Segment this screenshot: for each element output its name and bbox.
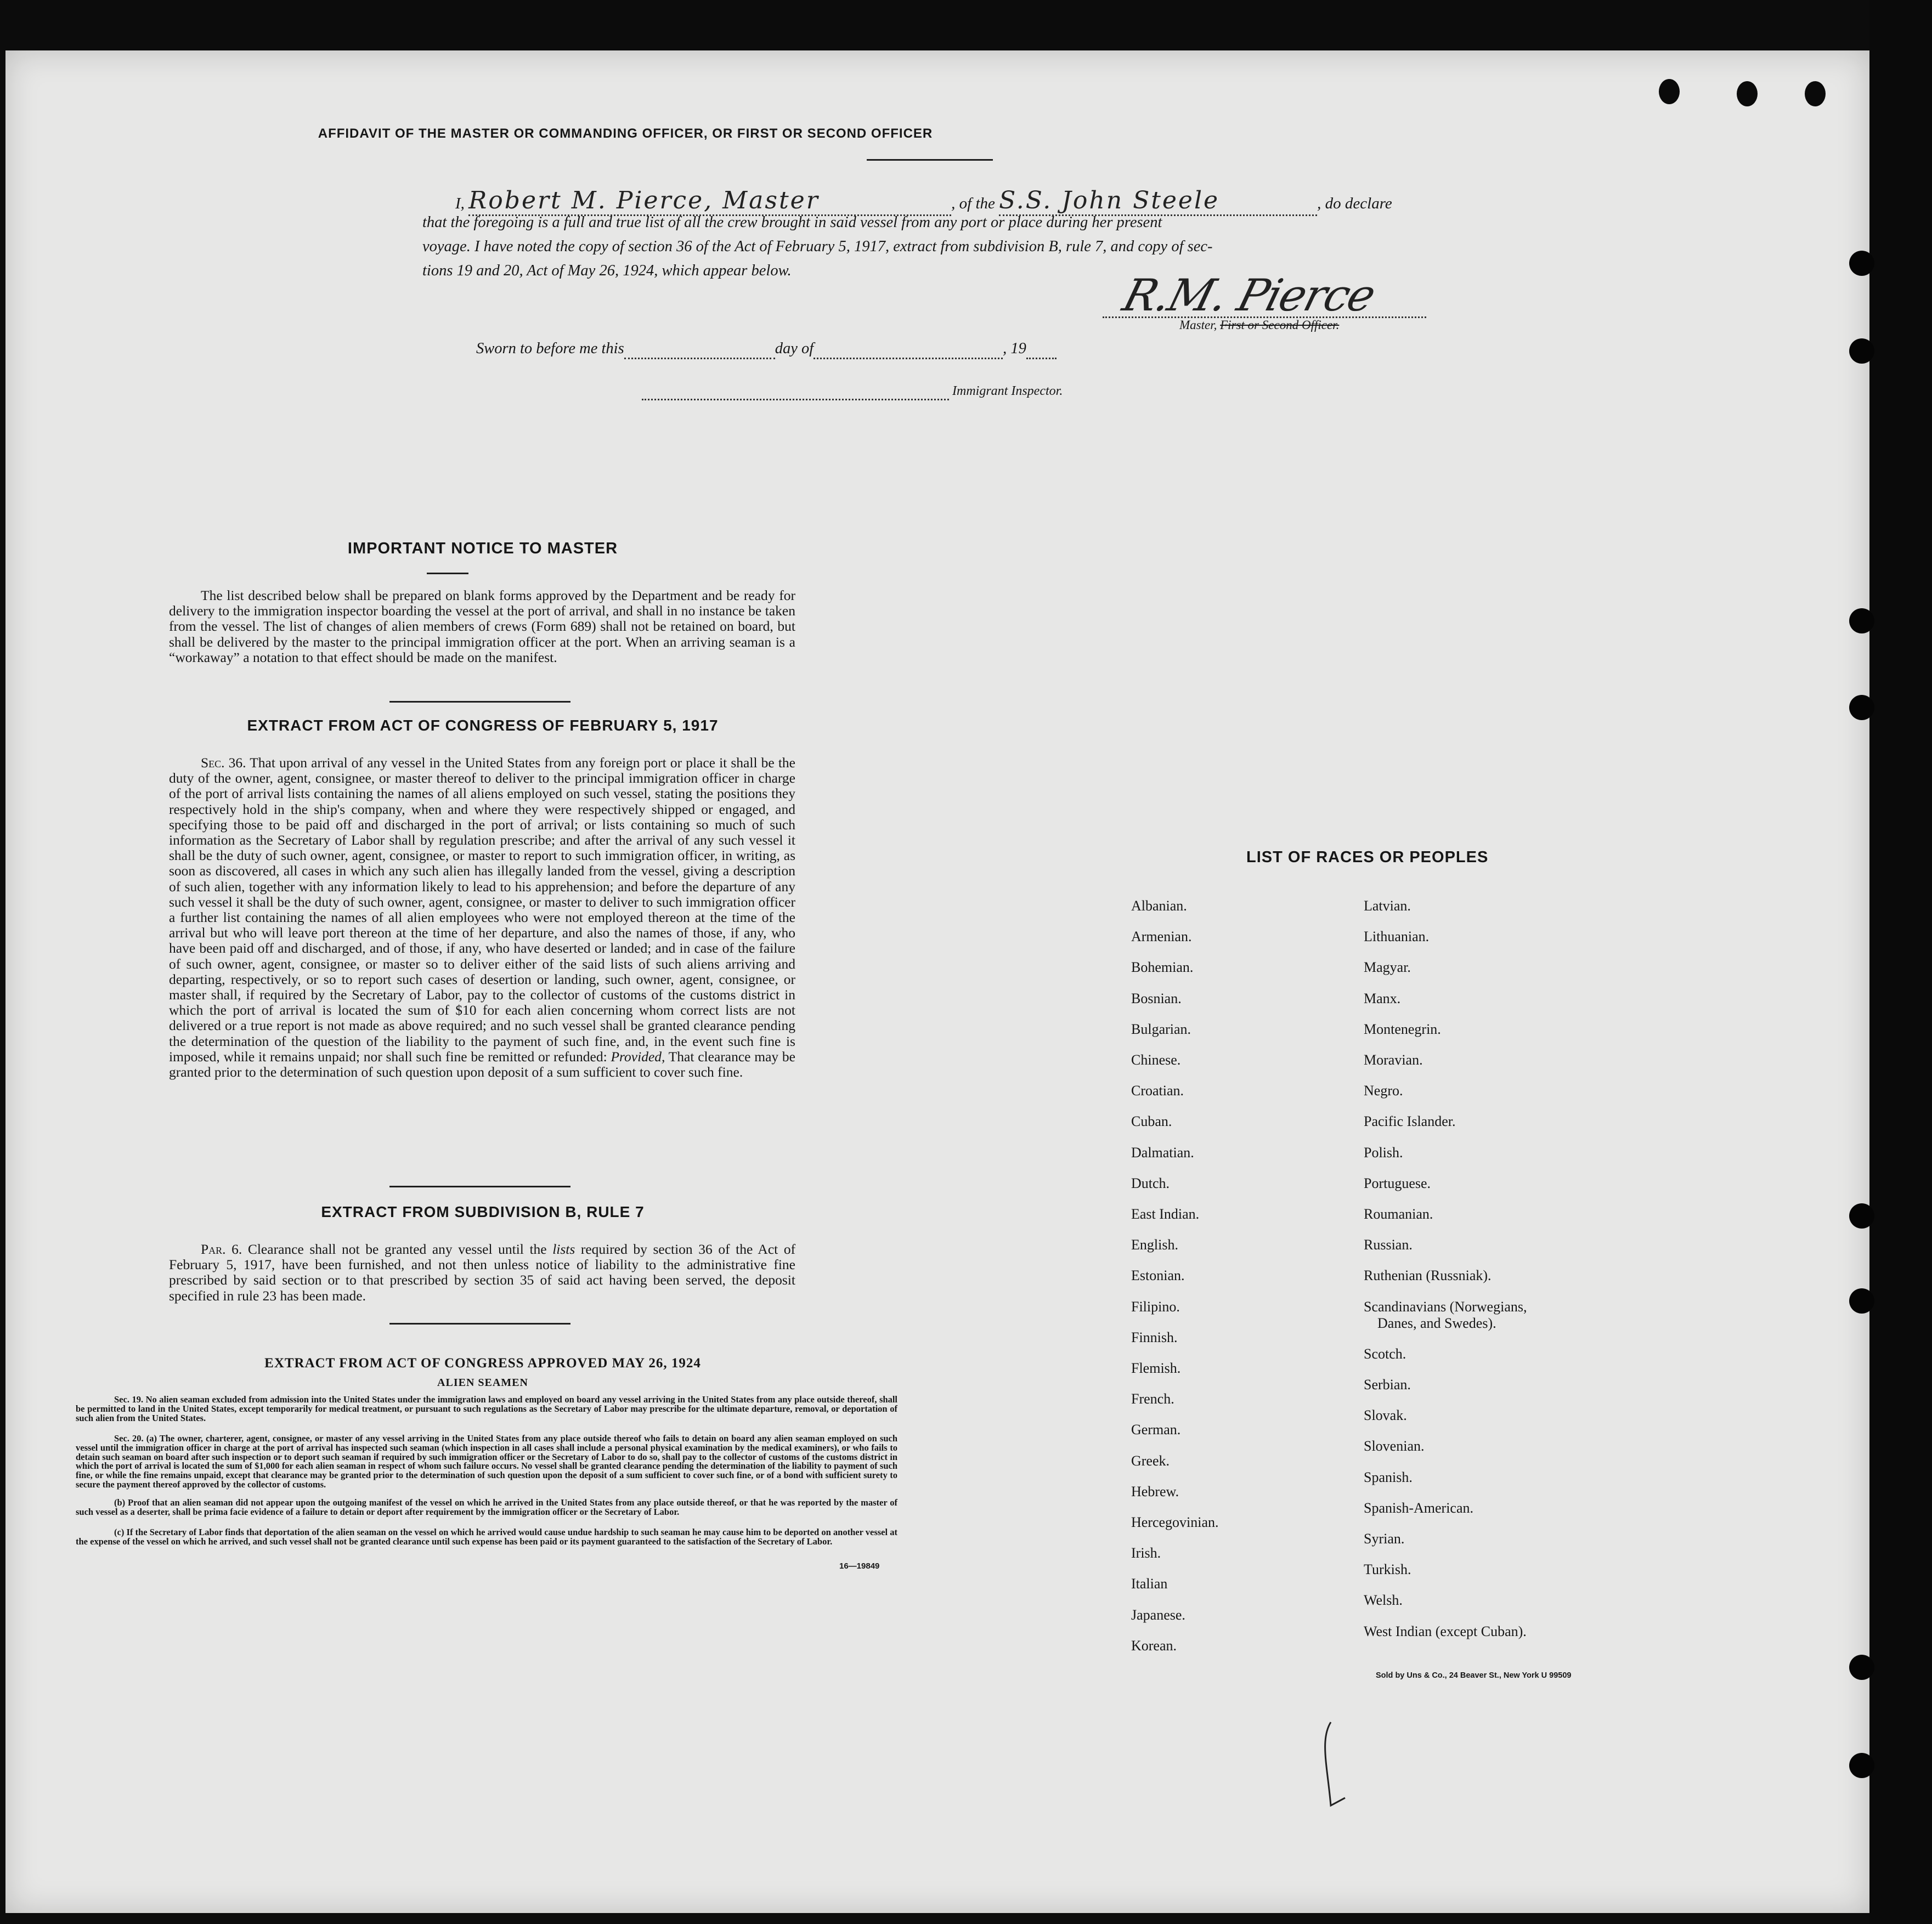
race-item: Irish. [1131,1545,1161,1561]
i-label: I, [455,195,465,212]
sec19-text: No alien seaman excluded from admission into the United States under the immigration laws and employed on board any vessel arriving in the United States from any place outside thereof, shall be permitted to land in the United States, except temporarily for medical treatment, or pursuant to such regulations as the Secretary of Labor may prescribe for the ultimate departure, removal, or deportation of such alien from the United States. [76,1394,897,1423]
rule7-body [169,1242,795,1304]
race-item: Portuguese. [1364,1175,1431,1191]
vessel-name-field[interactable] [999,186,1317,216]
sec36-lead: Sec. 36. [201,755,246,771]
punch-hole [1849,1203,1874,1229]
race-item: Roumanian. [1364,1206,1433,1222]
race-item: Ruthenian (Russniak). [1364,1267,1492,1284]
race-item: Spanish. [1364,1469,1413,1485]
title-rule [867,159,993,161]
race-item: Cuban. [1131,1113,1172,1130]
race-item: Russian. [1364,1237,1413,1253]
master-name-field[interactable] [468,186,951,216]
extract-1917-title: EXTRACT FROM ACT OF CONGRESS OF FEBRUARY 5, 1917 [247,717,719,734]
race-item: West Indian (except Cuban). [1364,1623,1527,1639]
caption-master: Master, [1179,318,1217,332]
sec19-lead: Sec. 19. [114,1394,144,1405]
punch-hole [1849,338,1874,364]
notice-rule [427,573,468,574]
race-item: Scotch. [1364,1345,1406,1362]
race-item: Hebrew. [1131,1483,1179,1499]
rule7-title: EXTRACT FROM SUBDIVISION B, RULE 7 [321,1203,645,1220]
signature-caption [1179,318,1339,332]
race-item: Scandinavians (Norwegians, [1364,1298,1527,1315]
notice-title: IMPORTANT NOTICE TO MASTER [347,540,618,557]
sec20a-body [76,1434,897,1490]
sworn-day-field[interactable] [624,340,775,359]
sworn-month-field[interactable] [814,340,1003,359]
race-item: German. [1131,1422,1181,1438]
punch-hole [1849,1655,1874,1680]
race-item: Slovenian. [1364,1438,1425,1455]
race-item: Syrian. [1364,1531,1405,1547]
race-item: Moravian. [1364,1052,1423,1068]
race-item: Serbian. [1364,1377,1411,1393]
par6-lead: Par. 6. [201,1241,242,1257]
race-item: Spanish-American. [1364,1499,1474,1516]
sec20a-text: (a) The owner, charterer, agent, consignee, or master of any vessel arriving in the United States from any place outside thereof who fails to detain on board any alien seaman employed on such vessel until the immigration officer in charge at the port of arrival has inspected such seaman (which inspection in all cases shall include a personal physical examination by the medical examiners), or who fails to detain such seaman on board after such inspection or to deport such seaman if required by such immigration officer or the Secretary of Labor to do so, shall pay to the collector of customs of the customs district in which the port of arrival is located the sum of $1,000 for each alien seaman in respect of whom such failure occurs. No vessel shall be granted clearance pending the determination of the liability to payment of such fine, or while the fine remains unpaid, except that clearance may be granted prior to the determination of such question upon the deposit of a sum sufficient to cover such fine, or of a bond with sufficient surety to secure the payment thereof approved by the collector of customs. [76,1433,897,1490]
year-label: , 19 [1003,340,1026,357]
affidavit-line1 [455,186,1392,216]
race-item: Manx. [1364,990,1401,1006]
race-item: Albanian. [1131,898,1187,914]
sworn-year-field[interactable] [1026,340,1057,359]
divider-1 [389,701,570,703]
divider-2 [389,1186,570,1187]
notice-text: The list described below shall be prepared on blank forms approved by the Department and be ready for delivery to the immigration inspector boarding the vessel at the port of arrival, and shall in no instance be taken from the vessel. The list of changes of alien members of crews (Form 689) shall not be retained on board, but shall be delivered by the master to the principal immigration officer at the port. When an arriving seaman is a “workaway” a notation to that effect should be made on the manifest. [169,587,795,665]
race-item: Croatian. [1131,1083,1184,1099]
race-item: Bohemian. [1131,959,1194,976]
race-item: East Indian. [1131,1206,1200,1222]
race-item: Bulgarian. [1131,1021,1191,1037]
sec20b-text: (b) Proof that an alien seaman did not appear upon the outgoing manifest of the vessel on which he arrived in the United States from any place outside thereof, or that he was reported by the master of such vessel as a deserter, shall be prima facie evidence of a failure to detain or deport after requirement by the immigration officer or the Secretary of Labor. [76,1497,897,1517]
inspector-line [642,384,1063,400]
race-item: Italian [1131,1576,1168,1592]
race-item: Slovak. [1364,1407,1407,1424]
sworn-label: Sworn to before me this [476,340,624,357]
race-item: Danes, and Swedes). [1377,1315,1496,1331]
sec36-tail: That clearance may be granted prior to the determination of such question upon deposit of a sum sufficient to cover such fine. [169,1048,795,1080]
race-item: Dalmatian. [1131,1144,1194,1161]
punch-hole [1849,1288,1874,1314]
race-item: English. [1131,1237,1178,1253]
race-item: Hercegovinian. [1131,1514,1219,1530]
lists-word: lists [552,1241,575,1257]
race-item: Korean. [1131,1637,1177,1654]
race-item: Filipino. [1131,1298,1180,1315]
sec20b-body [76,1498,897,1517]
punch-hole [1849,608,1874,633]
top-hole [1737,81,1758,106]
sec36-text: That upon arrival of any vessel in the United States from any foreign port or place it shall be the duty of the owner, agent, consignee, or master thereof to deliver to the principal immigration officer in charge of the port of arrival lists containing the names of all aliens employed on such vessel, stating the positions they respectively hold in the ship's company, when and where they were respectively shipped or engaged, and specifying those to be paid off and discharged in the port of arrival; or lists containing so much of such information as the Secretary of Labor shall by regulation prescribe; and after the arrival of any such vessel it shall be the duty of such owner, agent, consignee, or master to report to such immigration officer, in writing, as soon as discovered, all cases in which any such alien has illegally landed from the vessel, giving a description of such alien, together with any information likely to lead to his apprehension; and before the departure of any such vessel it shall be the duty of such owner, agent, consignee, or master to deliver to such immigration officer a further list containing the names of all alien employees who were not employed thereon at the time of the arrival but who will leave port thereon at the time of her departure, and also the names of those, if any, who have been paid off and discharged, and of those, if any, who have deserted or landed; and in case of the failure of such owner, agent, consignee, or master so to deliver either of the said lists of such aliens arriving and departing, respectively, or so to report such cases of desertion or landing, such owner, agent, consignee, or master shall, if required by the Secretary of Labor, pay to the collector of customs of the customs district in which the port of arrival is located the sum of $10 for each alien concerning whom correct lists are not delivered or a true report is not made as above required; and no such vessel shall be granted clearance pending the determination of the question of the liability to the payment of such fine, and, in the event such fine is imposed, while it remains unpaid; nor shall such fine be remitted or refunded: [169,755,795,1065]
punch-hole [1849,1753,1874,1778]
sec20c-body [76,1528,897,1547]
race-item: Dutch. [1131,1175,1170,1191]
race-item: Polish. [1364,1144,1403,1161]
race-item: French. [1131,1391,1174,1407]
affidavit-line4: tions 19 and 20, Act of May 26, 1924, which appear below. [422,262,792,279]
document-sheet [5,50,1869,1913]
provided-word: Provided, [611,1048,665,1065]
race-item: Turkish. [1364,1561,1411,1578]
pencil-mark [1317,1718,1382,1817]
caption-struck: First or Second Officer. [1220,318,1340,332]
master-name-handwritten: Robert M. Pierce, Master [468,186,820,214]
affidavit-line3: voyage. I have noted the copy of section 36 of the Act of February 5, 1917, extract from subdivision B, rule 7, and copy of sec- [422,238,1213,255]
signature: R.M. Pierce [1117,270,1381,321]
race-item: Armenian. [1131,929,1192,945]
affidavit-title: AFFIDAVIT OF THE MASTER OR COMMANDING OFFICER, OR FIRST OR SECOND OFFICER [318,126,933,141]
notice-body [169,588,795,665]
of-the-label: , of the [951,195,995,212]
affidavit-line2: that the foregoing is a full and true list of all the crew brought in said vessel from any port or place during her present [422,214,1162,231]
race-item: Finnish. [1131,1329,1178,1345]
do-declare-label: , do declare [1317,195,1392,212]
race-item: Chinese. [1131,1052,1181,1068]
race-item: Bosnian. [1131,990,1182,1006]
races-title: LIST OF RACES OR PEOPLES [1246,848,1489,866]
race-item: Pacific Islander. [1364,1113,1456,1130]
punch-hole [1849,695,1874,720]
top-hole [1805,81,1826,106]
race-item: Negro. [1364,1083,1403,1099]
extract-1917-body [169,755,795,1080]
inspector-signature-field[interactable] [642,384,949,400]
par6-text-b: required by section 36 of the Act of February 5, 1917, have been furnished, and not then unless notice of liability to the administrative fine prescribed by said section or to that prescribed by section 35 of said act having been served, the deposit specified in rule 23 has been made. [169,1241,796,1304]
form-number: 16—19849 [839,1561,880,1571]
sec20-lead: Sec. 20. [114,1433,144,1444]
day-of-label: day of [775,340,814,357]
par6-text-a: Clearance shall not be granted any vessel until the [247,1241,547,1257]
sold-by-note: Sold by Uns & Co., 24 Beaver St., New York U 99509 [1376,1671,1572,1680]
race-item: Lithuanian. [1364,929,1430,945]
top-hole [1659,79,1680,104]
vessel-name-handwritten: S.S. John Steele [999,186,1220,214]
race-item: Japanese. [1131,1606,1185,1623]
race-item: Montenegrin. [1364,1021,1441,1037]
race-item: Latvian. [1364,898,1411,914]
inspector-label: Immigrant Inspector. [952,384,1063,398]
sworn-line [476,340,1057,359]
race-item: Greek. [1131,1452,1170,1469]
punch-hole [1849,251,1874,276]
race-item: Magyar. [1364,959,1411,976]
binder-edge [1869,0,1932,1924]
race-item: Welsh. [1364,1592,1403,1609]
sec19-body [76,1395,897,1423]
alien-seamen-subtitle: ALIEN SEAMEN [437,1377,528,1389]
race-item: Flemish. [1131,1360,1181,1376]
extract-1924-title: EXTRACT FROM ACT OF CONGRESS APPROVED MAY 26, 1924 [264,1356,701,1371]
divider-3 [389,1323,570,1325]
sec20c-text: (c) If the Secretary of Labor finds that deportation of the alien seaman on the vessel on which he arrived would cause undue hardship to such seaman he may cause him to be deported on another vessel at the expense of the vessel on which he arrived, and such vessel shall not be granted clearance until such expense has been paid or its payment guaranteed to the satisfaction of the Secretary of Labor. [76,1527,897,1547]
race-item: Estonian. [1131,1267,1185,1284]
